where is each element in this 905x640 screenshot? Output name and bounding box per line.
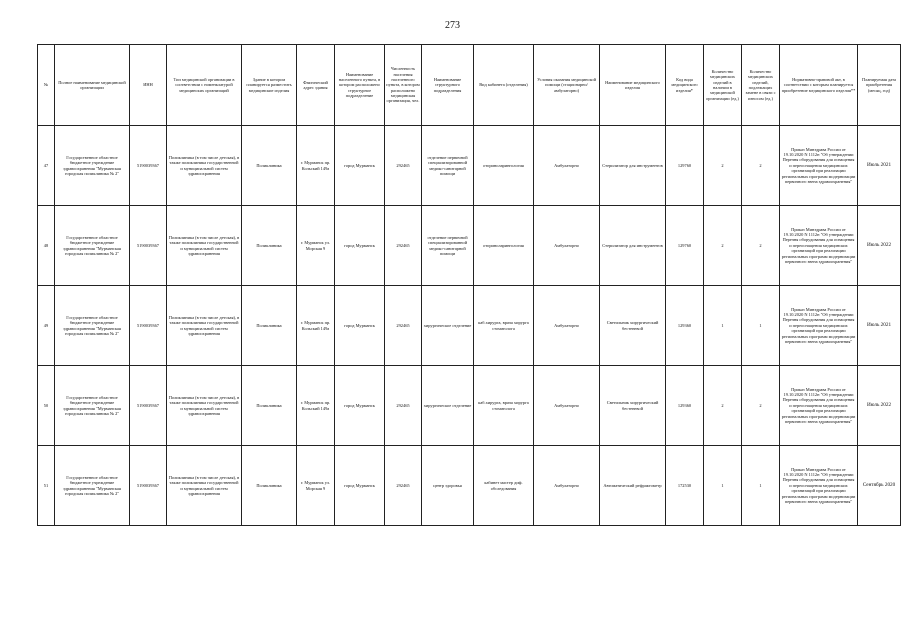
device-code: 172530	[666, 446, 704, 526]
conditions: Амбулаторно	[534, 126, 600, 206]
subdivision: отделение первичной специализированной медико-санитарной помощи	[422, 126, 474, 206]
device-code: 129360	[666, 366, 704, 446]
device-name: Светильник хирургический бестеневой	[600, 286, 666, 366]
org-type: Поликлиника (в том числе детская), в также поликлиника государственной и муниципальной систем здравоохранения	[167, 446, 242, 526]
device-code: 129760	[666, 206, 704, 286]
legal-act: Приказ Минздрава России от 19.10.2020 N 1112н "Об утверждении Перечня оборудования для оснащения и переоснащения медицинских организаций при реализации региональных программ модернизации первичного звена здравоохранения"	[780, 286, 858, 366]
subdivision: центр здоровья	[422, 446, 474, 526]
row-number: 51	[38, 446, 55, 526]
row-number: 50	[38, 366, 55, 446]
row-number: 49	[38, 286, 55, 366]
cabinet: оториноларингология	[474, 126, 534, 206]
locality: город Мурманск	[335, 446, 385, 526]
org-name: Государственное областное бюджетное учреждение здравоохранения "Мурманская городская поликлиника № 2"	[55, 286, 130, 366]
qty-replace: 2	[742, 126, 780, 206]
inn: 5190039367	[130, 446, 167, 526]
device-name: Стерилизатор для инструментов	[600, 126, 666, 206]
legal-act: Приказ Минздрава России от 19.10.2020 N 1112н "Об утверждении Перечня оборудования для оснащения и переоснащения медицинских организаций при реализации региональных программ модернизации первичного звена здравоохранения"	[780, 126, 858, 206]
table-header-row	[38, 45, 901, 126]
address: г. Мурманск ул. Морская 9	[297, 206, 335, 286]
org-type: Поликлиника (в том числе детская), в также поликлиника государственной и муниципальной систем здравоохранения	[167, 366, 242, 446]
conditions: Амбулаторно	[534, 366, 600, 446]
purchase-date: Июль 2022	[858, 366, 901, 446]
table-row	[38, 366, 901, 446]
header-cell: Тип медицинской организации в соответствии с номенклатурой медицинских организаций	[167, 45, 242, 126]
qty-have: 2	[704, 206, 742, 286]
org-name: Государственное областное бюджетное учреждение здравоохранения "Мурманская городская поликлиника № 2"	[55, 446, 130, 526]
table-row	[38, 206, 901, 286]
population: 292465	[385, 126, 422, 206]
inn: 5190039367	[130, 126, 167, 206]
header-cell: Условия оказания медицинской помощи (стационарно/амбулаторно)	[534, 45, 600, 126]
header-cell: Количество медицинских изделий в наличии в медицинской организации (ед.)	[704, 45, 742, 126]
qty-replace: 2	[742, 366, 780, 446]
row-number: 48	[38, 206, 55, 286]
legal-act: Приказ Минздрава России от 19.10.2020 N 1112н "Об утверждении Перечня оборудования для оснащения и переоснащения медицинских организаций при реализации региональных программ модернизации первичного звена здравоохранения"	[780, 206, 858, 286]
header-cell: Численность населения населенного пункта, в котором расположено медицинская организация, чел.	[385, 45, 422, 126]
org-type: Поликлиника (в том числе детская), в также поликлиника государственной и муниципальной систем здравоохранения	[167, 286, 242, 366]
inn: 5190039367	[130, 206, 167, 286]
population: 292465	[385, 366, 422, 446]
conditions: Амбулаторно	[534, 446, 600, 526]
address: г. Мурманск пр. Кольский 149а	[297, 366, 335, 446]
legal-act: Приказ Минздрава России от 19.10.2020 N 1112н "Об утверждении Перечня оборудования для оснащения и переоснащения медицинских организаций при реализации региональных программ модернизации первичного звена здравоохранения"	[780, 366, 858, 446]
building: Поликлиника	[242, 366, 297, 446]
locality: город Мурманск	[335, 366, 385, 446]
device-name: Стерилизатор для инструментов	[600, 206, 666, 286]
org-type: Поликлиника (в том числе детская), в также поликлиника государственной и муниципальной систем здравоохранения	[167, 126, 242, 206]
qty-have: 1	[704, 286, 742, 366]
subdivision: отделение первичной специализированной медико-санитарной помощи	[422, 206, 474, 286]
qty-have: 2	[704, 366, 742, 446]
qty-replace: 1	[742, 446, 780, 526]
purchase-date: Июль 2021	[858, 126, 901, 206]
locality: город Мурманск	[335, 206, 385, 286]
table-row	[38, 286, 901, 366]
cabinet: оториноларингология	[474, 206, 534, 286]
purchase-date: Сентябрь 2020	[858, 446, 901, 526]
device-name: Светильник хирургический бестеневой	[600, 366, 666, 446]
address: г. Мурманск пр. Кольский 149а	[297, 286, 335, 366]
subdivision: хирургическое отделение	[422, 366, 474, 446]
header-cell: ИНН	[130, 45, 167, 126]
qty-replace: 2	[742, 206, 780, 286]
table-row	[38, 446, 901, 526]
purchase-date: Июль 2021	[858, 286, 901, 366]
inn: 5190039367	[130, 286, 167, 366]
device-code: 129760	[666, 126, 704, 206]
cabinet: кабинет мастер диф. обследования	[474, 446, 534, 526]
subdivision: хирургическое отделение	[422, 286, 474, 366]
table-row	[38, 126, 901, 206]
header-cell: Планируемая дата приобретения (месяц, год)	[858, 45, 901, 126]
device-name: Автоматический рефрактометр	[600, 446, 666, 526]
address: г. Мурманск ул. Морская 9	[297, 446, 335, 526]
building: Поликлиника	[242, 206, 297, 286]
page-number: 273	[445, 20, 460, 31]
row-number: 47	[38, 126, 55, 206]
org-name: Государственное областное бюджетное учреждение здравоохранения "Мурманская городская поликлиника № 2"	[55, 206, 130, 286]
org-name: Государственное областное бюджетное учреждение здравоохранения "Мурманская городская поликлиника № 2"	[55, 366, 130, 446]
purchase-date: Июль 2022	[858, 206, 901, 286]
header-cell: Код вида медицинского изделия*	[666, 45, 704, 126]
device-code: 129360	[666, 286, 704, 366]
conditions: Амбулаторно	[534, 206, 600, 286]
header-cell: Нормативно-правовой акт, в соответствии с которым планируется приобретение медицинского изделия**	[780, 45, 858, 126]
qty-have: 1	[704, 446, 742, 526]
header-cell: Наименование населенного пункта, в котором расположено структурное подразделение	[335, 45, 385, 126]
building: Поликлиника	[242, 126, 297, 206]
legal-act: Приказ Минздрава России от 19.10.2020 N 1112н "Об утверждении Перечня оборудования для оснащения и переоснащения медицинских организаций при реализации региональных программ модернизации первичного звена здравоохранения"	[780, 446, 858, 526]
header-cell: Наименование медицинского изделия	[600, 45, 666, 126]
org-name: Государственное областное бюджетное учреждение здравоохранения "Мурманская городская поликлиника № 2"	[55, 126, 130, 206]
header-cell: №	[38, 45, 55, 126]
building: Поликлиника	[242, 286, 297, 366]
header-cell: Наименование структурного подразделения	[422, 45, 474, 126]
header-cell: Вид кабинета (отделения)	[474, 45, 534, 126]
conditions: Амбулаторно	[534, 286, 600, 366]
inn: 5190039367	[130, 366, 167, 446]
population: 292465	[385, 446, 422, 526]
cabinet: каб.хирурга, врача хирурга стоматолога	[474, 366, 534, 446]
header-cell: Полное наименование медицинской организации	[55, 45, 130, 126]
org-type: Поликлиника (в том числе детская), в также поликлиника государственной и муниципальной систем здравоохранения	[167, 206, 242, 286]
qty-replace: 1	[742, 286, 780, 366]
equipment-table	[37, 44, 901, 526]
address: г. Мурманск пр. Кольский 149а	[297, 126, 335, 206]
cabinet: каб.хирурга, врача хирурга стоматолога	[474, 286, 534, 366]
header-cell: Здание в котором планируется разместить медицинские изделия	[242, 45, 297, 126]
building: Поликлиника	[242, 446, 297, 526]
header-cell: Фактический адрес здания	[297, 45, 335, 126]
population: 292465	[385, 286, 422, 366]
qty-have: 2	[704, 126, 742, 206]
locality: город Мурманск	[335, 126, 385, 206]
locality: город Мурманск	[335, 286, 385, 366]
header-cell: Количество медицинских изделий, подлежащих замене в связи с износом (ед.)	[742, 45, 780, 126]
population: 292465	[385, 206, 422, 286]
